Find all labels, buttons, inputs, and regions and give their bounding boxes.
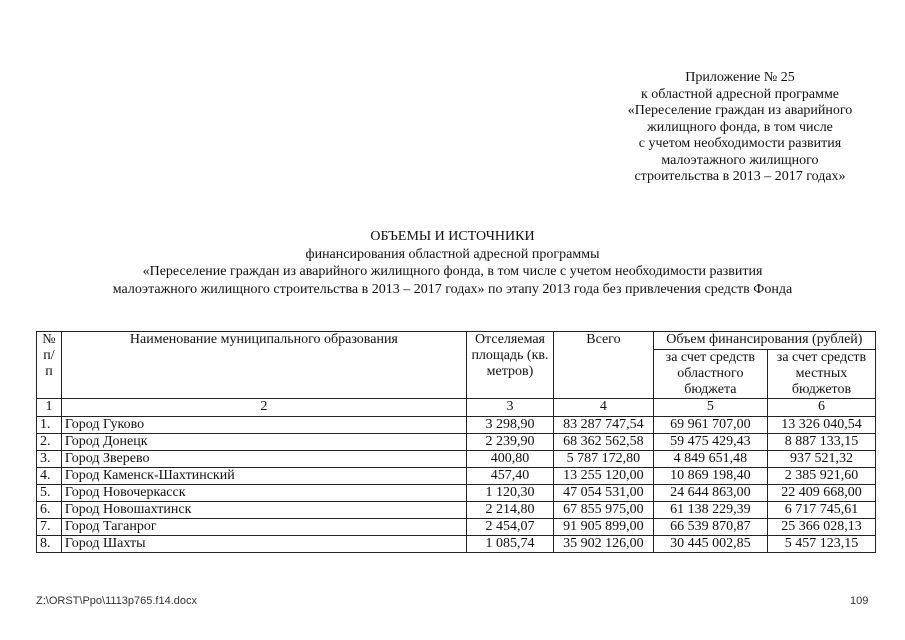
appendix-line: к областной адресной программе	[640, 86, 840, 102]
row-name: Город Новошахтинск	[61, 502, 466, 519]
row-name: Город Таганрог	[61, 519, 466, 536]
column-number: 2	[61, 399, 466, 417]
header-local: за счет средств местных бюджетов	[767, 350, 875, 399]
row-area: 2 454,07	[466, 519, 553, 536]
row-total: 83 287 747,54	[554, 417, 654, 434]
appendix-line: Приложение № 25	[685, 70, 795, 85]
row-local: 22 409 668,00	[767, 485, 875, 502]
header-num: № п/п	[37, 332, 62, 399]
appendix-line: «Переселение граждан из аварийного	[627, 103, 853, 118]
row-name: Город Гуково	[61, 417, 466, 434]
row-total: 47 054 531,00	[554, 485, 654, 502]
row-local: 937 521,32	[767, 451, 875, 468]
appendix-line: строительства в 2013 – 2017 годах»	[634, 169, 846, 184]
header-total: Всего	[554, 332, 654, 399]
document-title: ОБЪЕМЫ И ИСТОЧНИКИ	[370, 229, 535, 244]
row-regional: 30 445 002,85	[653, 536, 767, 553]
row-total: 35 902 126,00	[554, 536, 654, 553]
row-num: 2.	[37, 434, 62, 451]
row-local: 13 326 040,54	[767, 417, 875, 434]
appendix-line: с учетом необходимости развития	[638, 136, 842, 151]
row-regional: 59 475 429,43	[653, 434, 767, 451]
row-area: 1 085,74	[466, 536, 553, 553]
footer-page-number: 109	[850, 595, 869, 607]
appendix-block	[600, 70, 880, 186]
row-name: Город Донецк	[61, 434, 466, 451]
table-row	[37, 434, 876, 451]
row-area: 2 239,90	[466, 434, 553, 451]
row-num: 7.	[37, 519, 62, 536]
row-num: 4.	[37, 468, 62, 485]
row-name: Город Зверево	[61, 451, 466, 468]
appendix-line: жилищного фонда, в том числе	[647, 119, 833, 135]
heading-line: «Переселение граждан из аварийного жилищного фонда, в том числе с учетом необходимости развития	[142, 264, 763, 279]
row-total: 68 362 562,58	[554, 434, 654, 451]
column-number: 5	[653, 399, 767, 417]
row-num: 1.	[37, 417, 62, 434]
row-area: 2 214,80	[466, 502, 553, 519]
row-total: 67 855 975,00	[554, 502, 654, 519]
financing-table	[36, 331, 876, 553]
row-local: 5 457 123,15	[767, 536, 875, 553]
row-total: 13 255 120,00	[554, 468, 654, 485]
row-regional: 66 539 870,87	[653, 519, 767, 536]
table-row	[37, 468, 876, 485]
column-number: 6	[767, 399, 875, 417]
row-total: 91 905 899,00	[554, 519, 654, 536]
row-local: 6 717 745,61	[767, 502, 875, 519]
row-area: 3 298,90	[466, 417, 553, 434]
row-area: 1 120,30	[466, 485, 553, 502]
column-number: 4	[554, 399, 654, 417]
row-name: Город Шахты	[61, 536, 466, 553]
column-number-row	[37, 399, 876, 417]
column-number: 1	[37, 399, 62, 417]
heading-line: финансирования областной адресной программы	[305, 246, 600, 262]
row-regional: 24 644 863,00	[653, 485, 767, 502]
document-heading	[30, 228, 875, 298]
header-name: Наименование муниципального образования	[61, 332, 466, 399]
appendix-line: малоэтажного жилищного	[661, 152, 819, 168]
row-num: 3.	[37, 451, 62, 468]
table-row	[37, 451, 876, 468]
header-area: Отселяемая площадь (кв. метров)	[466, 332, 553, 399]
row-total: 5 787 172,80	[554, 451, 654, 468]
row-regional: 69 961 707,00	[653, 417, 767, 434]
row-area: 457,40	[466, 468, 553, 485]
heading-line: малоэтажного жилищного строительства в 2013 – 2017 годах» по этапу 2013 года без привлечения средств Фонда	[112, 281, 793, 297]
header-financing: Объем финансирования (рублей)	[653, 332, 875, 350]
table-row	[37, 536, 876, 553]
row-name: Город Новочеркасск	[61, 485, 466, 502]
row-local: 2 385 921,60	[767, 468, 875, 485]
row-regional: 10 869 198,40	[653, 468, 767, 485]
row-num: 5.	[37, 485, 62, 502]
row-local: 8 887 133,15	[767, 434, 875, 451]
footer-file-path: Z:\ORST\Ppo\1113p765.f14.docx	[36, 595, 198, 607]
column-number: 3	[466, 399, 553, 417]
table-row	[37, 417, 876, 434]
row-area: 400,80	[466, 451, 553, 468]
row-name: Город Каменск-Шахтинский	[61, 468, 466, 485]
row-num: 8.	[37, 536, 62, 553]
row-regional: 4 849 651,48	[653, 451, 767, 468]
row-local: 25 366 028,13	[767, 519, 875, 536]
table-row	[37, 519, 876, 536]
row-regional: 61 138 229,39	[653, 502, 767, 519]
header-regional: за счет средств областного бюджета	[653, 350, 767, 399]
table-row	[37, 485, 876, 502]
row-num: 6.	[37, 502, 62, 519]
table-row	[37, 502, 876, 519]
